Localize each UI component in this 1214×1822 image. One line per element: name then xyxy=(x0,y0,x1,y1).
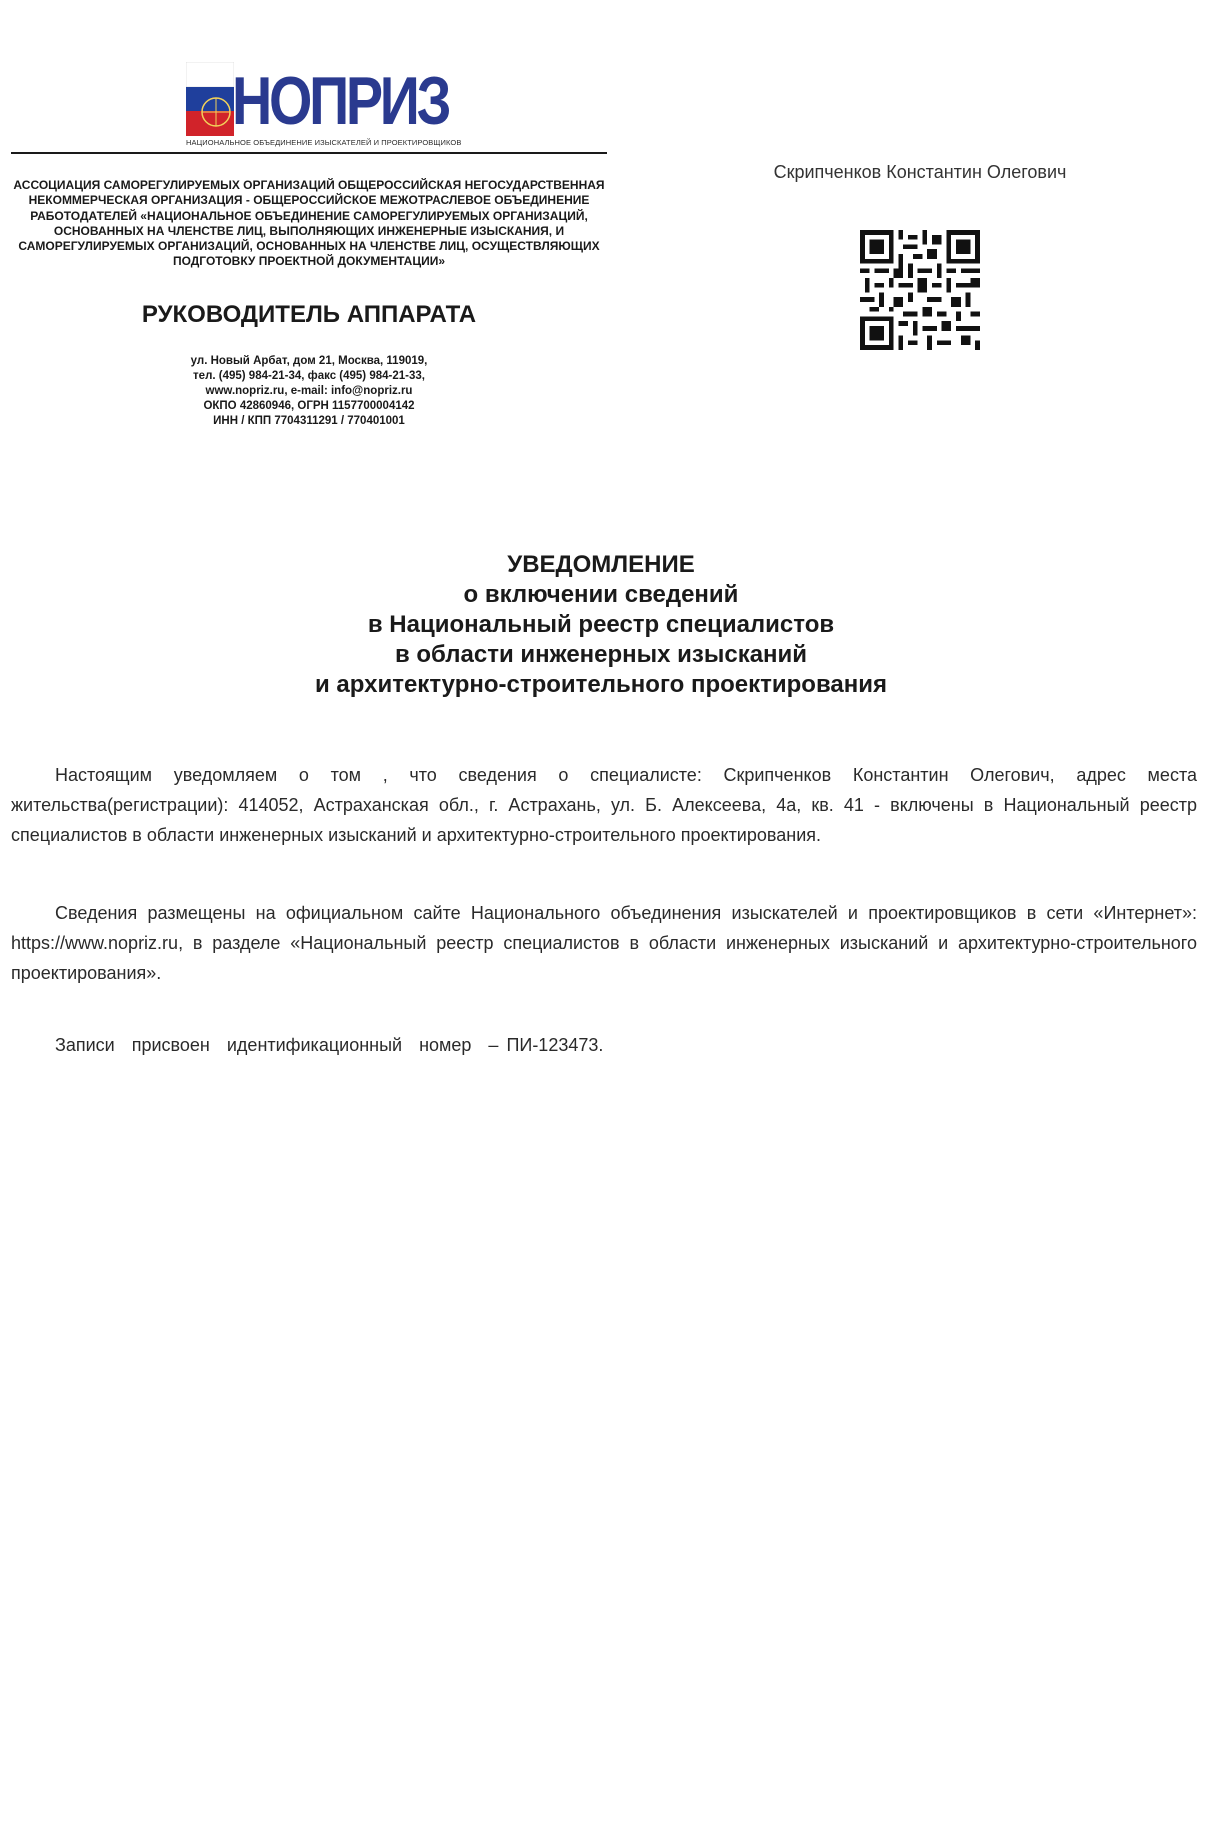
logo-row xyxy=(186,62,449,139)
logo-wordmark: НОПРИЗ xyxy=(232,63,449,139)
recipient-name: Скрипченков Константин Олегович xyxy=(773,162,1067,182)
logo-tagline: НАЦИОНАЛЬНОЕ ОБЪЕДИНЕНИЕ ИЗЫСКАТЕЛЕЙ И ПРОЕКТИРОВЩИКОВ xyxy=(186,138,462,147)
contact-inn: ИНН / КПП 7704311291 / 770401001 xyxy=(213,415,405,427)
notice-title-line: и архитектурно-строительного проектирования xyxy=(314,671,887,698)
qr-code-icon xyxy=(860,230,980,350)
id-number: ПИ-123473. xyxy=(506,1035,604,1055)
contact-address: ул. Новый Арбат, дом 21, Москва, 119019, xyxy=(190,355,428,367)
nopriz-logo xyxy=(186,62,462,147)
organization-contacts xyxy=(11,354,607,429)
notice-title xyxy=(11,550,1191,700)
sender-title: РУКОВОДИТЕЛЬ АППАРАТА xyxy=(141,301,477,328)
organization-name: АССОЦИАЦИЯ САМОРЕГУЛИРУЕМЫХ ОРГАНИЗАЦИЙ ОБЩЕРОССИЙСКАЯ НЕГОСУДАРСТВЕННАЯ НЕКОММЕРЧЕСКАЯ ОРГАНИЗАЦИЯ - ОБЩЕРОССИЙСКОЕ МЕЖОТРАСЛЕВОЕ ОБЪЕДИНЕНИЕ РАБОТОДАТЕЛЕЙ «НАЦИОНАЛЬНОЕ ОБЪЕДИНЕНИЕ САМОРЕГУЛИРУЕМЫХ ОРГАНИЗАЦИЙ, ОСНОВАННЫХ НА ЧЛЕНСТВЕ ЛИЦ, ВЫПОЛНЯЮЩИХ ИНЖЕНЕРНЫЕ ИЗЫСКАНИЯ, И САМОРЕГУЛИРУЕМЫХ ОРГАНИЗАЦИЙ, ОСНОВАННЫХ НА ЧЛЕНСТВЕ ЛИЦ, ОСУЩЕСТВЛЯЮЩИХ ПОДГОТОВКУ ПРОЕКТНОЙ ДОКУМЕНТАЦИИ» xyxy=(13,178,605,269)
id-label: Записи присвоен идентификационный номер – xyxy=(55,1035,499,1055)
notice-title-line: о включении сведений xyxy=(463,581,739,608)
notice-title-line: в области инженерных изысканий xyxy=(394,641,808,668)
notice-paragraph-publication: Сведения размещены на официальном сайте Национального объединения изыскателей и проектировщиков в сети «Интернет»: https://www.nopriz.ru, в разделе «Национальный реестр специалистов в области инженерных изысканий и архитектурно-строительного проектирования». xyxy=(11,903,1197,983)
contact-phone: тел. (495) 984-21-34, факс (495) 984-21-33, xyxy=(193,370,425,382)
header-divider xyxy=(11,152,607,154)
russian-flag-emblem-icon xyxy=(186,62,234,136)
notice-paragraph-id xyxy=(11,1030,1197,1060)
contact-okpo: ОКПО 42860946, ОГРН 1157700004142 xyxy=(203,400,415,412)
notice-title-line: в Национальный реестр специалистов xyxy=(367,611,835,638)
notice-title-line: УВЕДОМЛЕНИЕ xyxy=(507,551,695,578)
notice-paragraph-inclusion: Настоящим уведомляем о том , что сведения о специалисте: Скрипченков Константин Олегович, адрес места жительства(регистрации): 414052, Астраханская обл., г. Астрахань, ул. Б. Алексеева, 4а, кв. 41 - включены в Национальный реестр специалистов в области инженерных изысканий и архитектурно-строительного проектирования. xyxy=(11,765,1197,845)
contact-web: www.nopriz.ru, e-mail: info@nopriz.ru xyxy=(205,385,413,397)
